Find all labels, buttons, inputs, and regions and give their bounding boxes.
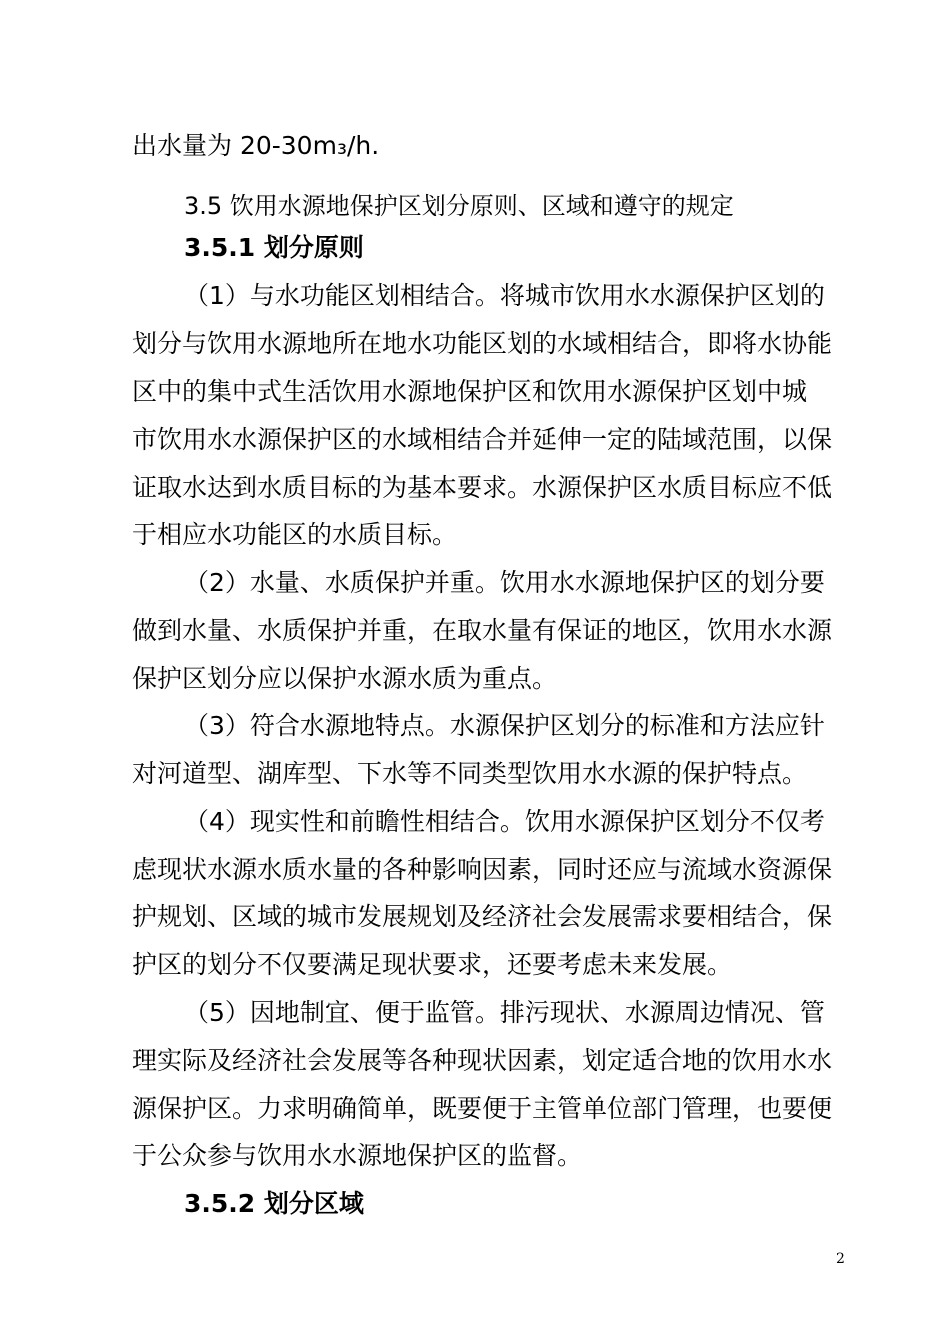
paragraph-4-line-1: （4）现实性和前瞻性相结合。饮用水源保护区划分不仅考	[184, 807, 825, 836]
paragraph-1-line-5: 证取水达到水质目标的为基本要求。水源保护区水质目标应不低	[132, 473, 833, 502]
paragraph-1-line-3: 区中的集中式生活饮用水源地保护区和饮用水源保护区划中城	[132, 377, 808, 406]
paragraph-4-line-2: 虑现状水源水质水量的各种影响因素，同时还应与流域水资源保	[132, 855, 833, 884]
continuation-line: 出水量为 20-30m₃/h.	[132, 131, 380, 160]
paragraph-1-line-4: 市饮用水水源保护区的水域相结合并延伸一定的陆域范围，以保	[132, 425, 833, 454]
page-number: 2	[836, 1251, 845, 1267]
paragraph-1-line-6: 于相应水功能区的水质目标。	[132, 520, 458, 549]
paragraph-5-line-1: （5）因地制宜、便于监管。排污现状、水源周边情况、管	[184, 998, 825, 1027]
section-title: 3.5 饮用水源地保护区划分原则、区域和遵守的规定	[184, 192, 734, 220]
paragraph-5-line-4: 于公众参与饮用水水源地保护区的监督。	[132, 1141, 583, 1170]
paragraph-4-line-3: 护规划、区域的城市发展规划及经济社会发展需求要相结合，保	[132, 902, 833, 931]
heading-3-5-1: 3.5.1 划分原则	[184, 233, 364, 262]
paragraph-2-line-1: （2）水量、水质保护并重。饮用水水源地保护区的划分要	[184, 568, 825, 597]
paragraph-4-line-4: 护区的划分不仅要满足现状要求，还要考虑未来发展。	[132, 950, 733, 979]
paragraph-5-line-3: 源保护区。力求明确简单，既要便于主管单位部门管理，也要便	[132, 1094, 833, 1123]
paragraph-3-line-1: （3）符合水源地特点。水源保护区划分的标准和方法应针	[184, 711, 825, 740]
paragraph-1-line-2: 划分与饮用水源地所在地水功能区划的水域相结合，即将水协能	[132, 329, 833, 358]
paragraph-1-line-1: （1）与水功能区划相结合。将城市饮用水水源保护区划的	[184, 281, 825, 310]
paragraph-2-line-3: 保护区划分应以保护水源水质为重点。	[132, 664, 558, 693]
paragraph-2-line-2: 做到水量、水质保护并重，在取水量有保证的地区，饮用水水源	[132, 616, 833, 645]
heading-3-5-2: 3.5.2 划分区域	[184, 1189, 364, 1218]
paragraph-3-line-2: 对河道型、湖库型、下水等不同类型饮用水水源的保护特点。	[132, 759, 808, 788]
paragraph-5-line-2: 理实际及经济社会发展等各种现状因素，划定适合地的饮用水水	[132, 1046, 833, 1075]
